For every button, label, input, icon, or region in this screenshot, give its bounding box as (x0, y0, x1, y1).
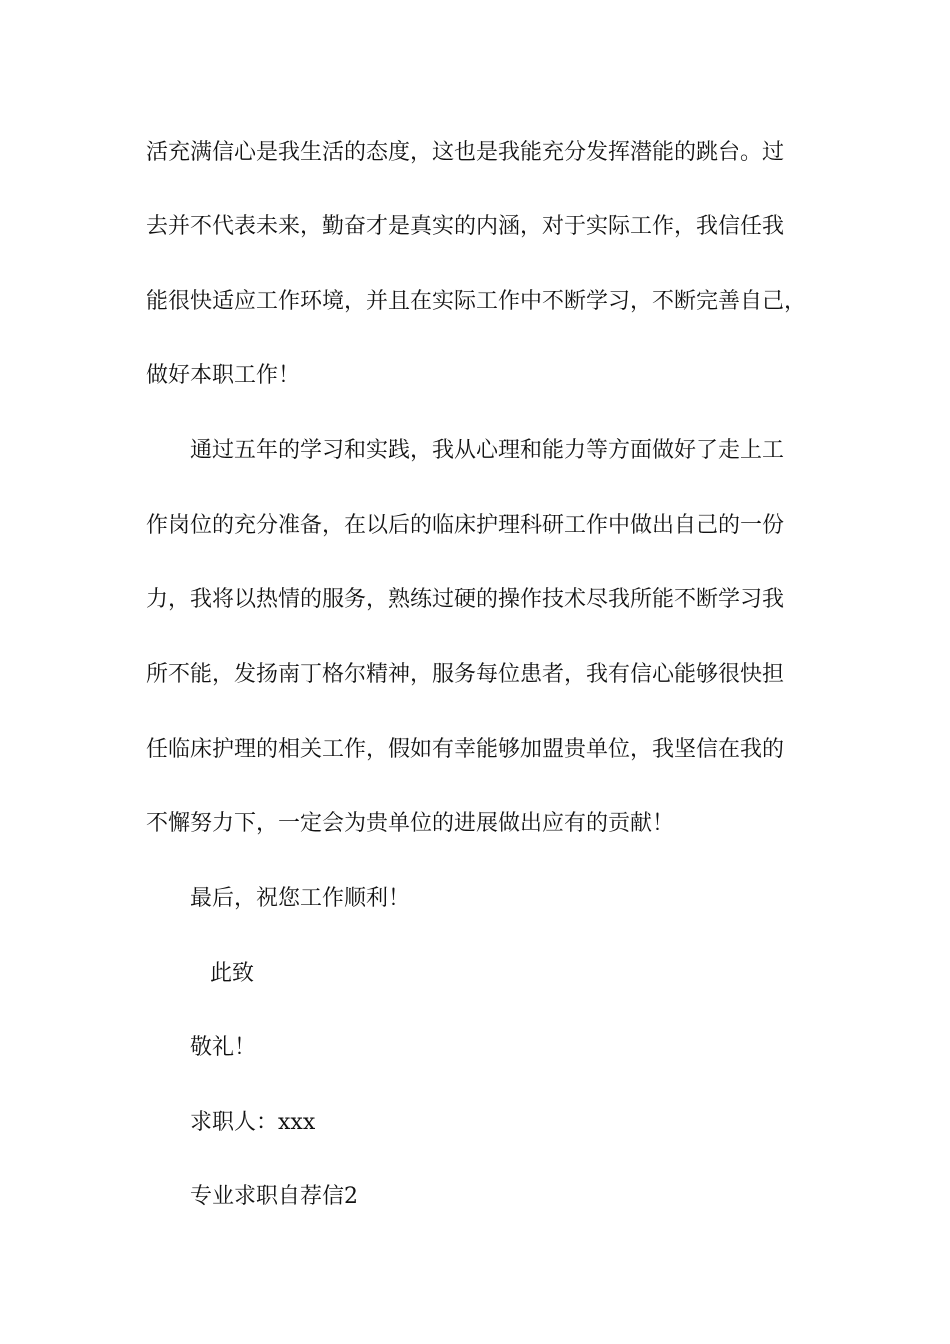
body-line-1: 活充满信心是我生活的态度，这也是我能充分发挥潜能的跳台。过 (146, 140, 785, 165)
body-line-4: 做好本职工作！ (146, 363, 301, 388)
paragraph-2-line-1: 通过五年的学习和实践，我从心理和能力等方面做好了走上工 (190, 438, 785, 463)
body-line-3: 能很快适应工作环境，并且在实际工作中不断学习，不断完善自己， (146, 289, 807, 314)
closing-line: 最后，祝您工作顺利！ (190, 886, 411, 911)
respect-line: 敬礼！ (190, 1035, 257, 1060)
paragraph-2-line-6: 不懈努力下，一定会为贵单位的进展做出应有的贡献！ (146, 811, 675, 836)
body-line-2: 去并不代表未来，勤奋才是真实的内涵，对于实际工作，我信任我 (146, 214, 785, 239)
paragraph-2-line-5: 任临床护理的相关工作，假如有幸能够加盟贵单位，我坚信在我的 (146, 737, 785, 762)
next-letter-title: 专业求职自荐信2 (190, 1184, 358, 1209)
paragraph-2-line-3: 力，我将以热情的服务，熟练过硬的操作技术尽我所能不断学习我 (146, 587, 785, 612)
signature-line: 求职人：xxx (190, 1110, 316, 1135)
paragraph-2-line-4: 所不能，发扬南丁格尔精神，服务每位患者，我有信心能够很快担 (146, 662, 785, 687)
salutation-line: 此致 (210, 961, 255, 986)
paragraph-2-line-2: 作岗位的充分准备，在以后的临床护理科研工作中做出自己的一份 (146, 513, 785, 538)
